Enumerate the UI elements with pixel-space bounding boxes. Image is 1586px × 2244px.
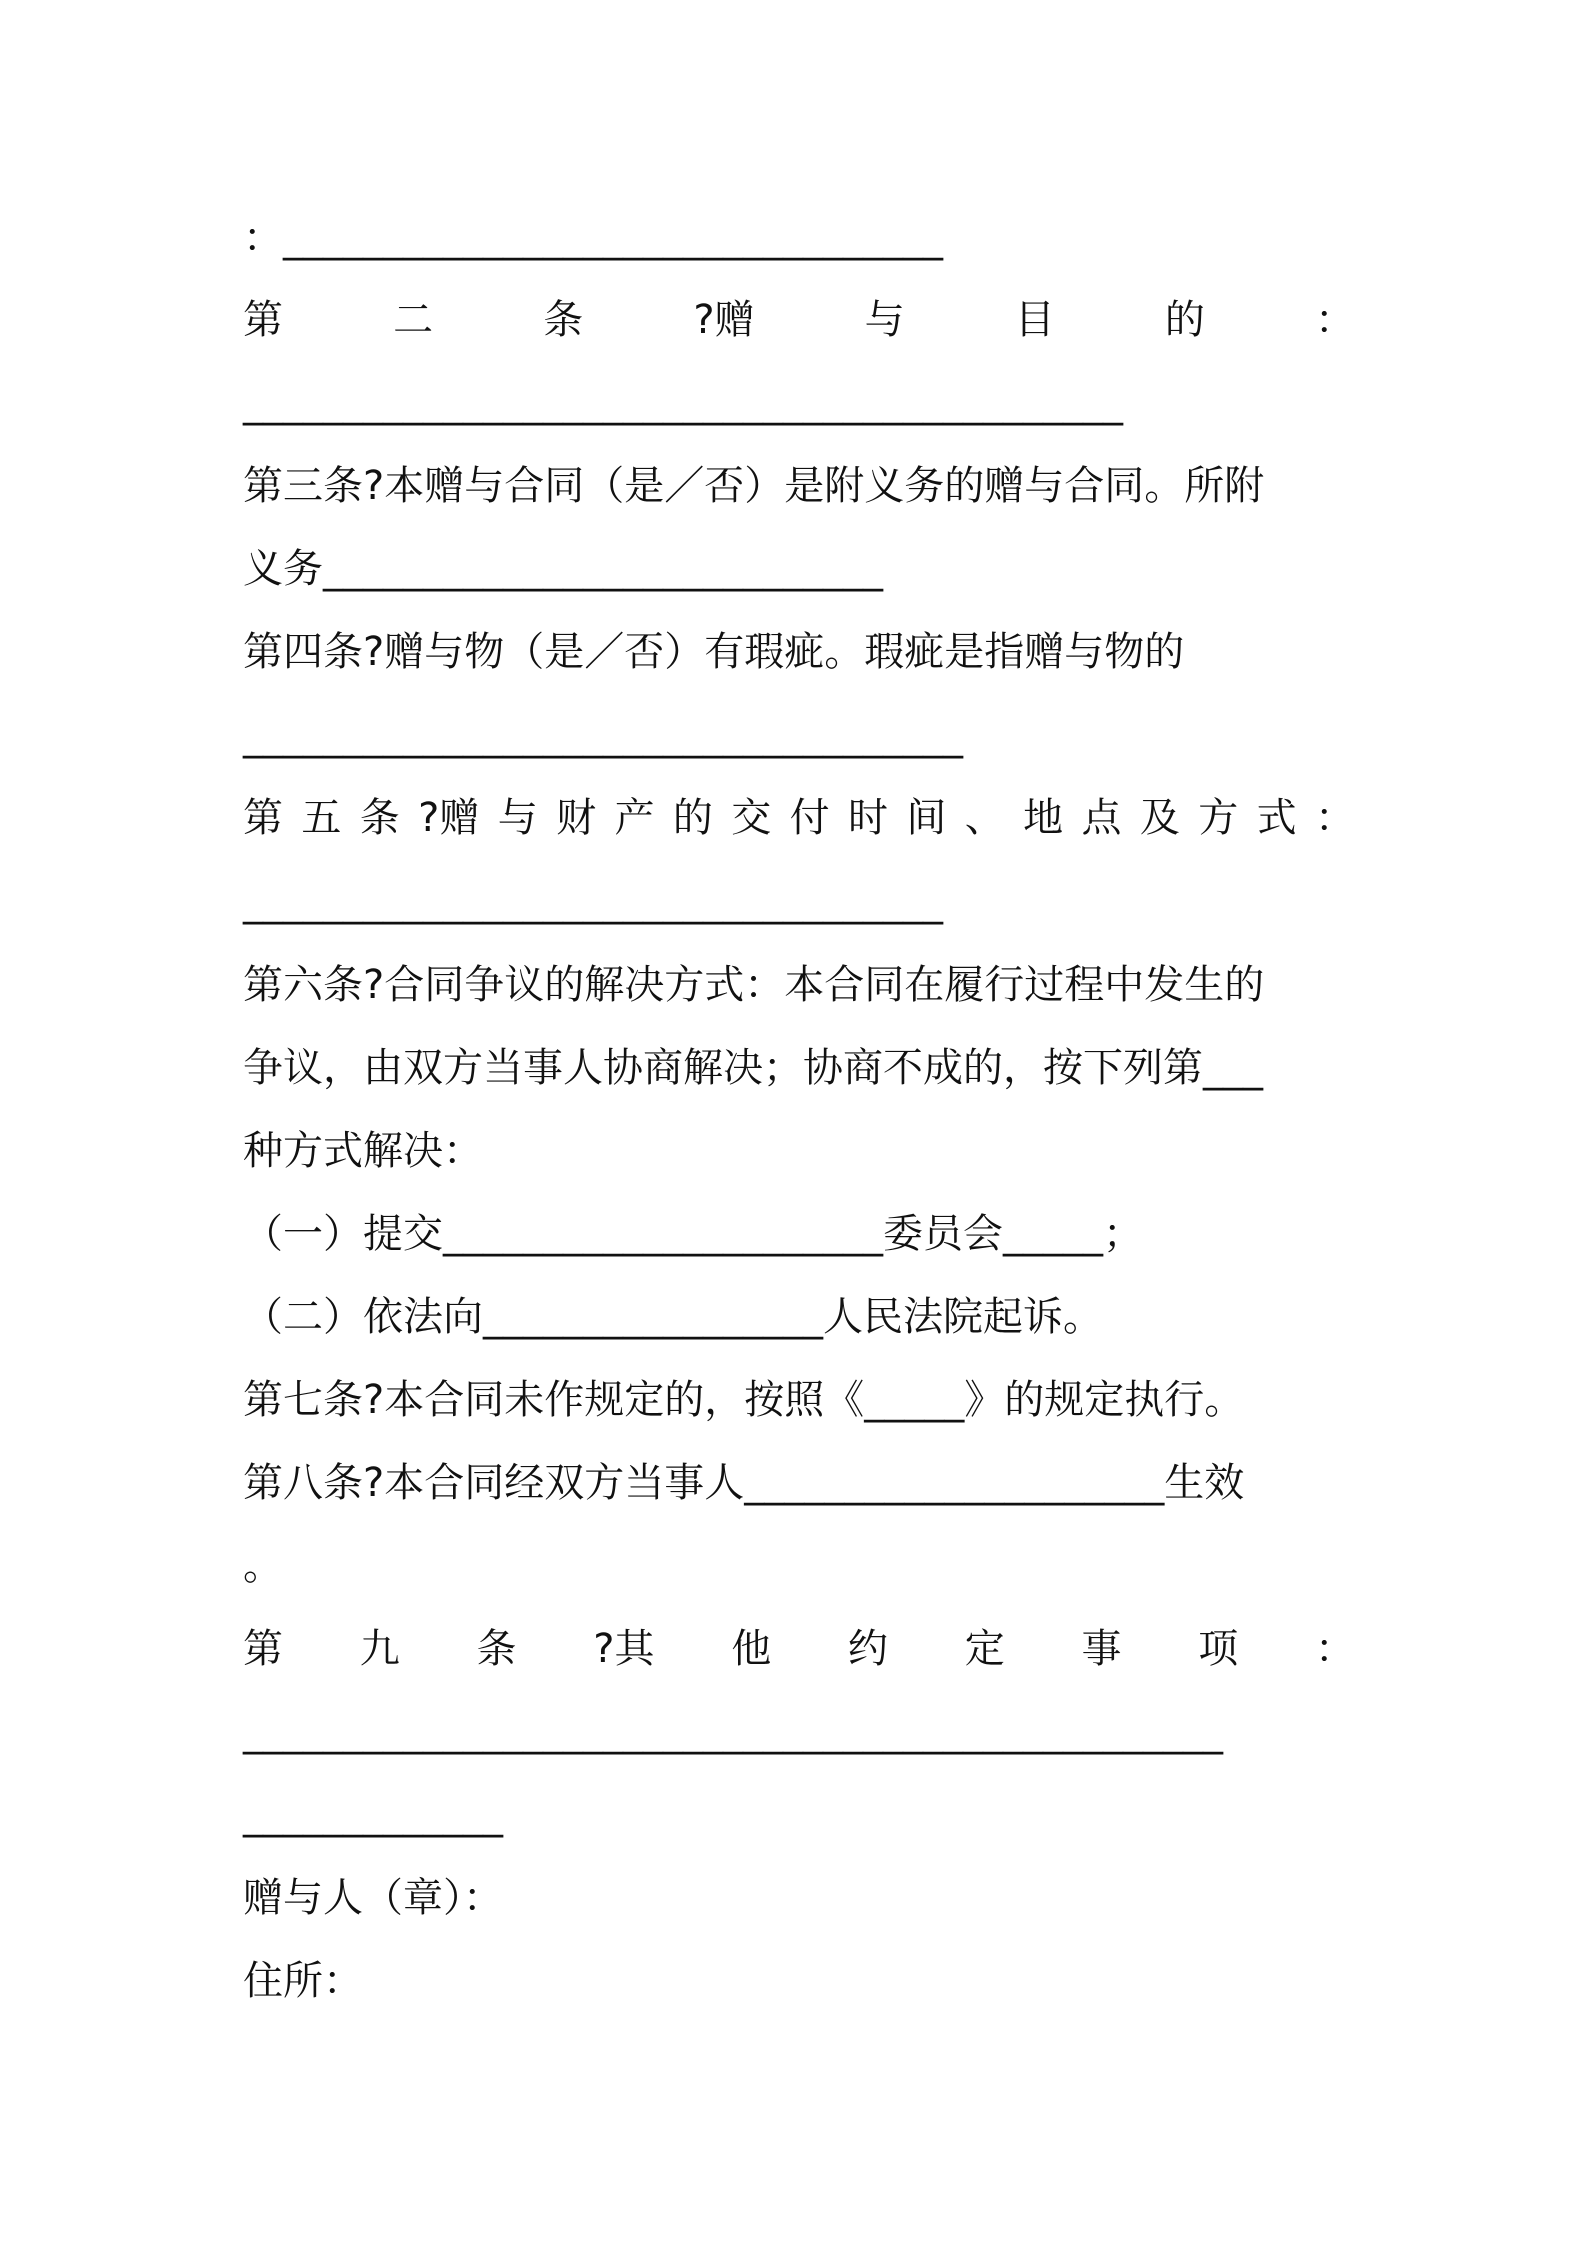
article-7-line bbox=[243, 1370, 1355, 1430]
article-5-char: 地 bbox=[1023, 795, 1064, 841]
article-5-blank-line bbox=[243, 872, 1355, 932]
article-5-char: 点 bbox=[1081, 795, 1122, 841]
article-4-text: 第四条?赠与物（是／否）有瑕疵。瑕疵是指赠与物的 bbox=[243, 629, 1185, 675]
article-5-char: 产 bbox=[614, 795, 655, 841]
article-9-blank-line-2 bbox=[243, 1785, 1355, 1845]
article-9-blank: _____________ bbox=[243, 1792, 503, 1838]
article-6-line-3 bbox=[243, 1121, 1355, 1181]
article-5-char: 方 bbox=[1198, 795, 1239, 841]
article-6-option-2 bbox=[243, 1287, 1355, 1347]
article-3-text: 第三条?本赠与合同（是／否）是附义务的赠与合同。所附 bbox=[243, 463, 1265, 509]
article-2-heading bbox=[243, 290, 1355, 350]
article-3-obligation-blank: 义务____________________________ bbox=[243, 546, 883, 592]
article-2-char: ?赠 bbox=[693, 297, 755, 343]
article-6-text: 第六条?合同争议的解决方式：本合同在履行过程中发生的 bbox=[243, 962, 1265, 1008]
article-1-blank: ：_________________________________ bbox=[243, 215, 943, 261]
article-9-char: 事 bbox=[1081, 1626, 1122, 1672]
article-3-line-1 bbox=[243, 456, 1355, 516]
option-1-text: （一）提交______________________委员会_____； bbox=[243, 1211, 1143, 1257]
article-2-char: 的 bbox=[1164, 297, 1205, 343]
article-9-char: 条 bbox=[476, 1626, 517, 1672]
article-9-heading bbox=[243, 1619, 1355, 1679]
article-4-blank: ____________________________________ bbox=[243, 713, 963, 759]
article-5-char: 时 bbox=[847, 795, 888, 841]
article-5-char: ?赠 bbox=[418, 795, 480, 841]
donor-seal-line bbox=[243, 1868, 1355, 1928]
article-8-line-2 bbox=[243, 1536, 1355, 1596]
article-9-char: 约 bbox=[847, 1626, 888, 1672]
article-5-char: 财 bbox=[556, 795, 597, 841]
article-6-text: 争议，由双方当事人协商解决；协商不成的，按下列第___ bbox=[243, 1045, 1263, 1091]
article-4-line-1 bbox=[243, 622, 1355, 682]
article-5-char: 与 bbox=[497, 795, 538, 841]
article-5-char: 的 bbox=[672, 795, 713, 841]
article-6-line-2 bbox=[243, 1038, 1355, 1098]
article-8-period: 。 bbox=[243, 1543, 283, 1589]
article-2-char: 条 bbox=[543, 297, 584, 343]
article-6-text: 种方式解决： bbox=[243, 1128, 483, 1174]
article-5-char: 式 bbox=[1256, 795, 1297, 841]
article-9-blank-line-1 bbox=[243, 1702, 1355, 1762]
article-1-tail-line bbox=[243, 208, 1355, 268]
article-2-char: ： bbox=[1315, 297, 1355, 343]
article-5-blank: ___________________________________ bbox=[243, 879, 943, 925]
article-9-char: ： bbox=[1314, 1626, 1355, 1672]
article-5-char: 第 bbox=[243, 795, 283, 841]
article-2-char: 与 bbox=[864, 297, 905, 343]
article-5-char: 付 bbox=[789, 795, 830, 841]
article-6-option-1 bbox=[243, 1204, 1355, 1264]
donor-seal-label: 赠与人（章）： bbox=[243, 1875, 503, 1921]
article-5-char: ： bbox=[1314, 795, 1355, 841]
article-2-blank: ____________________________________________ bbox=[243, 380, 1123, 426]
article-6-line-1 bbox=[243, 955, 1355, 1015]
article-5-char: 间 bbox=[906, 795, 947, 841]
article-2-char: 第 bbox=[243, 297, 283, 343]
article-9-blank: _________________________________________________ bbox=[243, 1709, 1223, 1755]
article-5-char: 五 bbox=[301, 795, 342, 841]
article-5-char: 交 bbox=[731, 795, 772, 841]
article-2-char: 目 bbox=[1014, 297, 1055, 343]
donor-address-line bbox=[243, 1951, 1355, 2011]
article-8-line-1 bbox=[243, 1453, 1355, 1513]
article-9-char: 定 bbox=[964, 1626, 1005, 1672]
article-8-text: 第八条?本合同经双方当事人_____________________生效 bbox=[243, 1460, 1245, 1506]
article-4-blank-line bbox=[243, 706, 1355, 766]
article-9-char: 第 bbox=[243, 1626, 283, 1672]
article-7-text: 第七条?本合同未作规定的，按照《_____》的规定执行。 bbox=[243, 1377, 1245, 1423]
donor-address-label: 住所： bbox=[243, 1958, 363, 2004]
article-9-char: 九 bbox=[359, 1626, 400, 1672]
option-2-text: （二）依法向_________________人民法院起诉。 bbox=[243, 1294, 1103, 1340]
article-9-char: ?其 bbox=[593, 1626, 655, 1672]
article-5-char: 条 bbox=[359, 795, 400, 841]
article-2-char: 二 bbox=[393, 297, 434, 343]
article-3-line-2 bbox=[243, 539, 1355, 599]
article-9-char: 他 bbox=[731, 1626, 772, 1672]
article-9-char: 项 bbox=[1198, 1626, 1239, 1672]
article-5-heading bbox=[243, 788, 1355, 848]
article-2-blank-line bbox=[243, 373, 1355, 433]
article-5-char: 、 bbox=[964, 795, 1005, 841]
article-5-char: 及 bbox=[1139, 795, 1180, 841]
